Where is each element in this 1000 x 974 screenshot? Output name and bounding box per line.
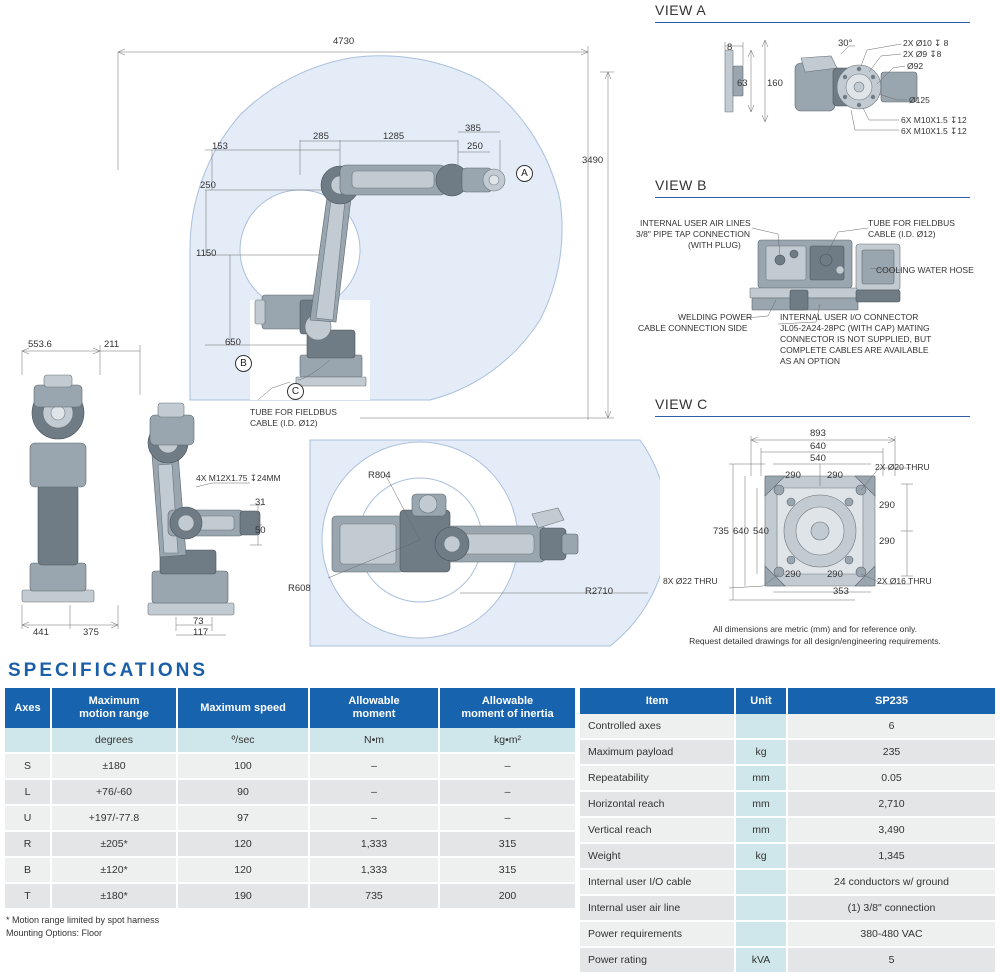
table-row xyxy=(580,791,995,817)
item-row-9-value: 5 xyxy=(787,947,995,973)
axes-row-1-range: +76/-60 xyxy=(51,779,177,805)
dim-540-left: 540 xyxy=(753,526,769,537)
dim-153: 153 xyxy=(212,141,228,152)
item-table-header-row xyxy=(580,688,995,714)
dim-285: 285 xyxy=(313,131,329,142)
view-a-rule xyxy=(655,22,970,23)
item-row-2-unit: mm xyxy=(735,765,787,791)
item-row-1-item: Maximum payload xyxy=(580,739,735,765)
item-col-item: Item xyxy=(580,688,735,714)
note-air-line-1: INTERNAL USER AIR LINES xyxy=(640,218,751,228)
note-d92: Ø92 xyxy=(907,61,924,71)
axes-col-axes: Axes xyxy=(5,688,51,728)
axes-row-4-moment: 1,333 xyxy=(309,857,439,883)
dim-353: 353 xyxy=(833,586,849,597)
axes-row-0-axis: S xyxy=(5,753,51,779)
dim-73: 73 xyxy=(193,616,204,627)
note-io-connector-2: JL05-2A24-28PC (WITH CAP) MATING xyxy=(780,323,930,333)
axes-row-0-range: ±180 xyxy=(51,753,177,779)
callout-c: C xyxy=(287,383,304,400)
dim-r608: R608 xyxy=(288,583,311,594)
note-io-connector-4: COMPLETE CABLES ARE AVAILABLE xyxy=(780,345,929,355)
axes-row-3-moment: 1,333 xyxy=(309,831,439,857)
specifications-heading: SPECIFICATIONS xyxy=(8,660,208,681)
axes-row-5-moment: 735 xyxy=(309,883,439,909)
side-elevation-views xyxy=(0,335,300,650)
axes-row-3-inertia: 315 xyxy=(439,831,575,857)
axes-row-3-range: ±205* xyxy=(51,831,177,857)
item-row-3-unit: mm xyxy=(735,791,787,817)
view-c-drawing xyxy=(655,424,995,614)
dim-290-r2: 290 xyxy=(879,536,895,547)
note-d125: Ø125 xyxy=(909,95,930,105)
item-row-2-value: 0.05 xyxy=(787,765,995,791)
note-tube-fieldbus-2: CABLE (I.D. Ø12) xyxy=(250,418,318,428)
note-tube-fieldbus-b-1: TUBE FOR FIELDBUS xyxy=(868,218,955,228)
table-row xyxy=(5,753,575,779)
item-row-4-value: 3,490 xyxy=(787,817,995,843)
item-row-7-value: (1) 3/8" connection xyxy=(787,895,995,921)
dim-290-a: 290 xyxy=(785,470,801,481)
view-a-drawing xyxy=(655,28,985,148)
item-row-5-value: 1,345 xyxy=(787,843,995,869)
view-c-rule xyxy=(655,416,970,417)
table-row xyxy=(580,947,995,973)
item-row-8-unit xyxy=(735,921,787,947)
note-welding-power-2: CABLE CONNECTION SIDE xyxy=(638,323,748,333)
dim-290-d: 290 xyxy=(827,569,843,580)
axes-row-0-speed: 100 xyxy=(177,753,309,779)
axes-row-4-range: ±120* xyxy=(51,857,177,883)
dim-r804: R804 xyxy=(368,470,391,481)
axes-unit-0 xyxy=(5,728,51,753)
dim-250-a: 250 xyxy=(200,180,216,191)
note-air-line-3: (WITH PLUG) xyxy=(688,240,741,250)
dim-735: 735 xyxy=(713,526,729,537)
axes-row-0-moment: – xyxy=(309,753,439,779)
drawing-disclaimer xyxy=(640,624,990,648)
note-tube-fieldbus-b-2: CABLE (I.D. Ø12) xyxy=(868,229,936,239)
dim-1285: 1285 xyxy=(383,131,405,142)
note-6x-m10-b: 6X M10X1.5 ↧12 xyxy=(901,126,967,136)
dim-1150: 1150 xyxy=(196,248,217,259)
dim-r2710: R2710 xyxy=(585,586,613,597)
dim-290-r1: 290 xyxy=(879,500,895,511)
dim-893: 893 xyxy=(810,428,826,439)
axes-col-max-speed: Maximum speed xyxy=(177,688,309,728)
dim-640-top: 640 xyxy=(810,441,826,452)
note-welding-power-1: WELDING POWER xyxy=(678,312,753,322)
axes-row-1-axis: L xyxy=(5,779,51,805)
footnote-mounting-options: Mounting Options: Floor xyxy=(6,928,103,939)
item-row-4-item: Vertical reach xyxy=(580,817,735,843)
item-row-8-item: Power requirements xyxy=(580,921,735,947)
dim-160: 160 xyxy=(767,78,783,89)
view-c-title: VIEW C xyxy=(655,396,708,412)
item-row-6-value: 24 conductors w/ ground xyxy=(787,869,995,895)
axes-col-max-motion-range xyxy=(51,688,177,728)
item-row-9-item: Power rating xyxy=(580,947,735,973)
callout-a: A xyxy=(516,165,533,182)
axes-row-3-speed: 120 xyxy=(177,831,309,857)
axes-col-max-motion-range-l1: Maximum xyxy=(88,695,140,707)
view-a-title: VIEW A xyxy=(655,2,707,18)
note-2x-d9: 2X Ø9 ↧8 xyxy=(903,49,942,59)
table-row xyxy=(580,921,995,947)
axes-col-allowable-inertia-l2: moment of inertia xyxy=(461,708,554,721)
axes-col-allowable-moment-l2: moment xyxy=(352,708,396,721)
axes-row-1-moment: – xyxy=(309,779,439,805)
note-io-connector-5: AS AN OPTION xyxy=(780,356,840,366)
note-6x-m10-a: 6X M10X1.5 ↧12 xyxy=(901,115,967,125)
axes-row-4-speed: 120 xyxy=(177,857,309,883)
axes-col-allowable-moment-l1: Allowable xyxy=(348,695,400,707)
axes-unit-2: º/sec xyxy=(177,728,309,753)
item-row-3-item: Horizontal reach xyxy=(580,791,735,817)
axes-row-5-axis: T xyxy=(5,883,51,909)
axes-unit-3: N•m xyxy=(309,728,439,753)
note-tube-fieldbus-1: TUBE FOR FIELDBUS xyxy=(250,407,337,417)
dim-290-b: 290 xyxy=(827,470,843,481)
table-row xyxy=(580,739,995,765)
dim-50: 50 xyxy=(255,525,266,536)
note-8x-d22-thru: 8X Ø22 THRU xyxy=(663,576,718,586)
item-spec-table xyxy=(580,688,995,974)
dim-290-c: 290 xyxy=(785,569,801,580)
item-row-6-item: Internal user I/O cable xyxy=(580,869,735,895)
table-row xyxy=(5,857,575,883)
dim-31: 31 xyxy=(255,497,266,508)
dim-211: 211 xyxy=(104,339,120,350)
note-io-connector-1: INTERNAL USER I/O CONNECTOR xyxy=(780,312,919,322)
note-io-connector-3: CONNECTOR IS NOT SUPPLIED, BUT xyxy=(780,334,932,344)
axes-row-2-inertia: – xyxy=(439,805,575,831)
footnote-motion-range: * Motion range limited by spot harness xyxy=(6,915,160,925)
axes-row-5-range: ±180* xyxy=(51,883,177,909)
axes-col-allowable-inertia xyxy=(439,688,575,728)
table-row xyxy=(5,805,575,831)
axes-row-2-moment: – xyxy=(309,805,439,831)
item-row-7-item: Internal user air line xyxy=(580,895,735,921)
dim-3490: 3490 xyxy=(582,155,604,166)
disclaimer-line-2: Request detailed drawings for all design/engineering requirements. xyxy=(689,635,941,646)
axes-row-1-speed: 90 xyxy=(177,779,309,805)
dim-650: 650 xyxy=(225,337,241,348)
axes-row-2-axis: U xyxy=(5,805,51,831)
item-row-2-item: Repeatability xyxy=(580,765,735,791)
item-row-1-unit: kg xyxy=(735,739,787,765)
axes-row-1-inertia: – xyxy=(439,779,575,805)
item-row-8-value: 380-480 VAC xyxy=(787,921,995,947)
dim-553-6: 553.6 xyxy=(28,339,52,350)
table-row xyxy=(580,714,995,739)
axes-footnotes xyxy=(6,914,159,940)
dim-640-left: 640 xyxy=(733,526,749,537)
dim-540-top: 540 xyxy=(810,453,826,464)
axes-row-4-axis: B xyxy=(5,857,51,883)
table-row xyxy=(5,779,575,805)
axes-unit-4: kg•m² xyxy=(439,728,575,753)
item-row-0-item: Controlled axes xyxy=(580,714,735,739)
item-row-0-unit xyxy=(735,714,787,739)
axes-col-allowable-inertia-l1: Allowable xyxy=(481,695,534,707)
item-row-5-unit: kg xyxy=(735,843,787,869)
axes-row-5-inertia: 200 xyxy=(439,883,575,909)
item-row-4-unit: mm xyxy=(735,817,787,843)
axes-col-allowable-moment xyxy=(309,688,439,728)
note-2x-d20-thru: 2X Ø20 THRU xyxy=(875,462,930,472)
dim-63: 63 xyxy=(737,78,748,89)
view-b-drawing xyxy=(630,208,1000,380)
item-row-7-unit xyxy=(735,895,787,921)
axes-row-2-speed: 97 xyxy=(177,805,309,831)
table-row xyxy=(580,869,995,895)
table-row xyxy=(5,831,575,857)
dim-375: 375 xyxy=(83,627,99,638)
table-row xyxy=(580,895,995,921)
item-col-model: SP235 xyxy=(787,688,995,714)
axes-units-row xyxy=(5,728,575,753)
item-row-6-unit xyxy=(735,869,787,895)
axes-row-2-range: +197/-77.8 xyxy=(51,805,177,831)
axes-row-4-inertia: 315 xyxy=(439,857,575,883)
note-2x-d10: 2X Ø10 ↧ 8 xyxy=(903,38,949,48)
dim-250-b: 250 xyxy=(467,141,483,152)
dim-4730: 4730 xyxy=(333,36,355,47)
item-row-1-value: 235 xyxy=(787,739,995,765)
axes-table-header-row xyxy=(5,688,575,728)
note-air-line-2: 3/8" PIPE TAP CONNECTION xyxy=(636,229,751,239)
item-row-0-value: 6 xyxy=(787,714,995,739)
table-row xyxy=(580,843,995,869)
axes-col-max-motion-range-l2: motion range xyxy=(79,708,149,721)
note-cooling-water-hose: COOLING WATER HOSE xyxy=(876,265,974,275)
dim-441: 441 xyxy=(33,627,49,638)
axes-row-5-speed: 190 xyxy=(177,883,309,909)
view-b-title: VIEW B xyxy=(655,177,708,193)
table-row xyxy=(5,883,575,909)
axes-row-0-inertia: – xyxy=(439,753,575,779)
item-col-unit: Unit xyxy=(735,688,787,714)
callout-b: B xyxy=(235,355,252,372)
dim-8: 8 xyxy=(727,42,733,53)
table-row xyxy=(580,817,995,843)
item-row-9-unit: kVA xyxy=(735,947,787,973)
table-row xyxy=(580,765,995,791)
dim-117: 117 xyxy=(193,627,209,638)
note-mount-bolt: 4X M12X1.75 ↧24MM xyxy=(196,473,281,483)
item-row-5-item: Weight xyxy=(580,843,735,869)
item-row-3-value: 2,710 xyxy=(787,791,995,817)
axes-row-3-axis: R xyxy=(5,831,51,857)
axes-table xyxy=(5,688,575,910)
angle-30: 30° xyxy=(838,38,853,49)
axes-unit-1: degrees xyxy=(51,728,177,753)
note-2x-d16-thru: 2X Ø16 THRU xyxy=(877,576,932,586)
view-b-rule xyxy=(655,197,970,198)
disclaimer-line-1: All dimensions are metric (mm) and for reference only. xyxy=(713,624,917,634)
plan-view-drawing xyxy=(288,438,660,650)
dim-385: 385 xyxy=(465,123,481,134)
